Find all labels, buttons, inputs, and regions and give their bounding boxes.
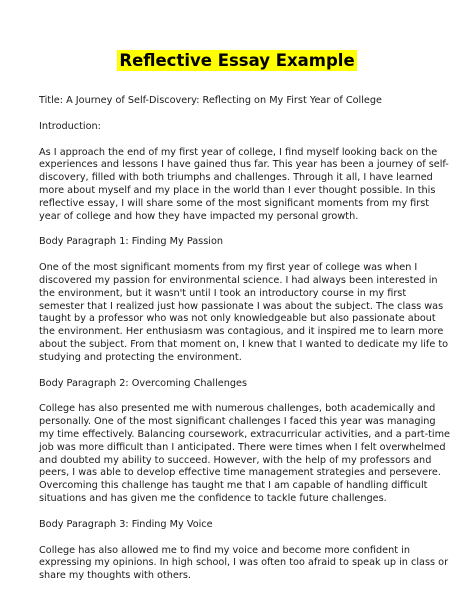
introduction-paragraph: As I approach the end of my first year of college, I find myself looking back on the experiences and lessons I have gained thus far. This year has been a journey of self-discovery, filled with both triumphs and challenges. Through it all, I have learned more about myself and my place in the world than I ever thought possible. In this reflective essay, I will share some of the most significant moments from my first year of college and how they have impacted my personal growth. bbox=[39, 146, 449, 222]
section-heading-body-2: Body Paragraph 2: Overcoming Challenges bbox=[39, 377, 248, 389]
body-paragraph-1: One of the most significant moments from my first year of college was when I discovered my passion for environmental science. I had always been interested in the environment, but it wasn't until I took an introductory course in my first semester that I realized just how passionate I was about the subject. The class was taught by a professor who was not only knowledgeable but also passionate about the environment. Her enthusiasm was contagious, and it inspired me to learn more about the subject. From that moment on, I knew that I wanted to dedicate my life to studying and protecting the environment. bbox=[39, 262, 449, 363]
body-paragraph-3: College has also allowed me to find my voice and become more confident in expressing my opinions. In high school, I was often too afraid to speak up in class or share my thoughts with others. bbox=[39, 544, 449, 582]
body-paragraph-2: College has also presented me with numerous challenges, both academically and personally. One of the most significant challenges I faced this year was managing my time effectively. Balancing coursework, extracurricular activities, and a part-time job was more difficult than I anticipated. There were times when I felt overwhelmed and doubted my ability to succeed. However, with the help of my professors and peers, I was able to develop effective time management strategies and persevere. Overcoming this challenge has taught me that I am capable of handling difficult situations and has given me the confidence to tackle future challenges. bbox=[39, 403, 450, 504]
essay-title-line: Title: A Journey of Self-Discovery: Reflecting on My First Year of College bbox=[39, 95, 382, 106]
section-heading-body-3: Body Paragraph 3: Finding My Voice bbox=[39, 518, 213, 530]
section-heading-introduction: Introduction: bbox=[39, 120, 101, 132]
document-title: Reflective Essay Example bbox=[119, 51, 355, 70]
title-wrap bbox=[0, 50, 474, 71]
section-heading-body-1: Body Paragraph 1: Finding My Passion bbox=[39, 236, 224, 248]
document-body bbox=[39, 95, 451, 596]
